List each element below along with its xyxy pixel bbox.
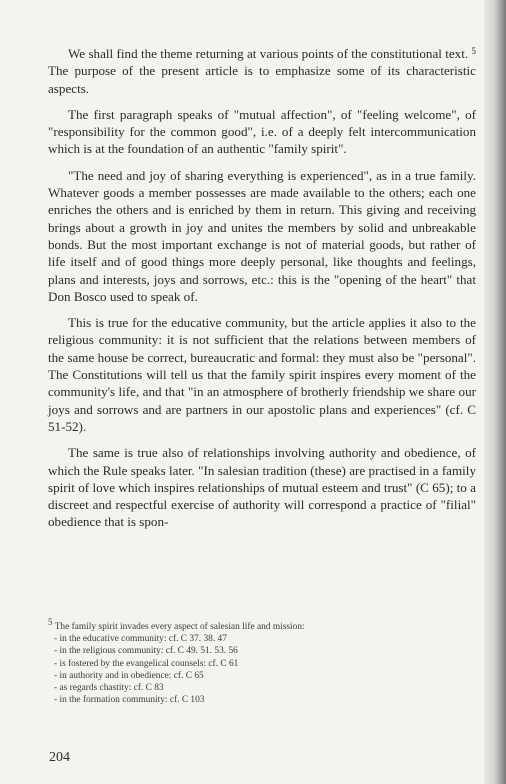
footnote-item: - as regards chastity: cf. C 83 <box>54 683 164 694</box>
footnote-item: - in the educative community: cf. C 37. 38. 47 <box>54 634 227 645</box>
page-edge-shadow <box>484 0 506 784</box>
paragraph-1-start: We shall find the theme returning at various points of the constitutional text. <box>68 46 472 61</box>
paragraph-4: This is true for the educative community, but the article applies it also to the religious community: it is not sufficient that the relations between members of the same house be correct, bureaucratic and formal: they must also be "personal". The Constitutions will tell us that the family spirit inspires every moment of the community's life, and that "in an atmosphere of brotherly friendship we share our joys and sorrows and are partners in our apostolic plans and experiences" (cf. C 51-52). <box>48 315 476 434</box>
paragraph-2: The first paragraph speaks of "mutual affection", of "feeling welcome", of "responsibility for the common good", i.e. of a deeply felt intercommunication which is at the foundation of an authentic "family spirit". <box>48 106 476 157</box>
footnote-intro <box>48 616 476 633</box>
footnote-item: - in the formation community: cf. C 103 <box>54 695 205 706</box>
footnote-block <box>48 616 476 706</box>
page-number: 204 <box>49 750 70 765</box>
paragraph-3: "The need and joy of sharing everything is experienced", as in a true family. Whatever goods a member possesses are made available to the others; each one enriches the others and is enriched by them in return. This giving and receiving brings about a growth in joy and unites the members by solid and unbreakable bonds. But the most important exchange is not of material goods, but rather of life itself and of good things more deeply personal, like thoughts and feelings, plans and interests, joys and sorrows, etc.: this is the "opening of the heart" that Don Bosco used to speak of. <box>48 167 476 304</box>
footnote-item: - in the religious community: cf. C 49. 51. 53. 56 <box>54 646 238 657</box>
footnote-item: - is fostered by the evangelical counsels: cf. C 61 <box>54 658 239 669</box>
footnote-item: - in authority and in obedience: cf. C 65 <box>54 670 204 681</box>
footnote-number: 5 <box>48 617 53 627</box>
footnote-ref: 5 <box>471 46 476 56</box>
paragraph-1-end: The purpose of the present article is to emphasize some of its characteristic aspects. <box>48 63 476 96</box>
body-text <box>48 43 476 540</box>
paragraph-1 <box>48 43 476 97</box>
footnote-intro-text: The family spirit invades every aspect of salesian life and mission: <box>54 622 305 632</box>
paragraph-5: The same is true also of relationships involving authority and obedience, of which the Rule speaks later. "In salesian tradition (these) are practised in a family spirit of love which inspires relationships of mutual esteem and trust" (C 65); to a discreet and respectful exercise of authority will correspond a practice of "filial" obedience that is spon- <box>48 445 476 530</box>
